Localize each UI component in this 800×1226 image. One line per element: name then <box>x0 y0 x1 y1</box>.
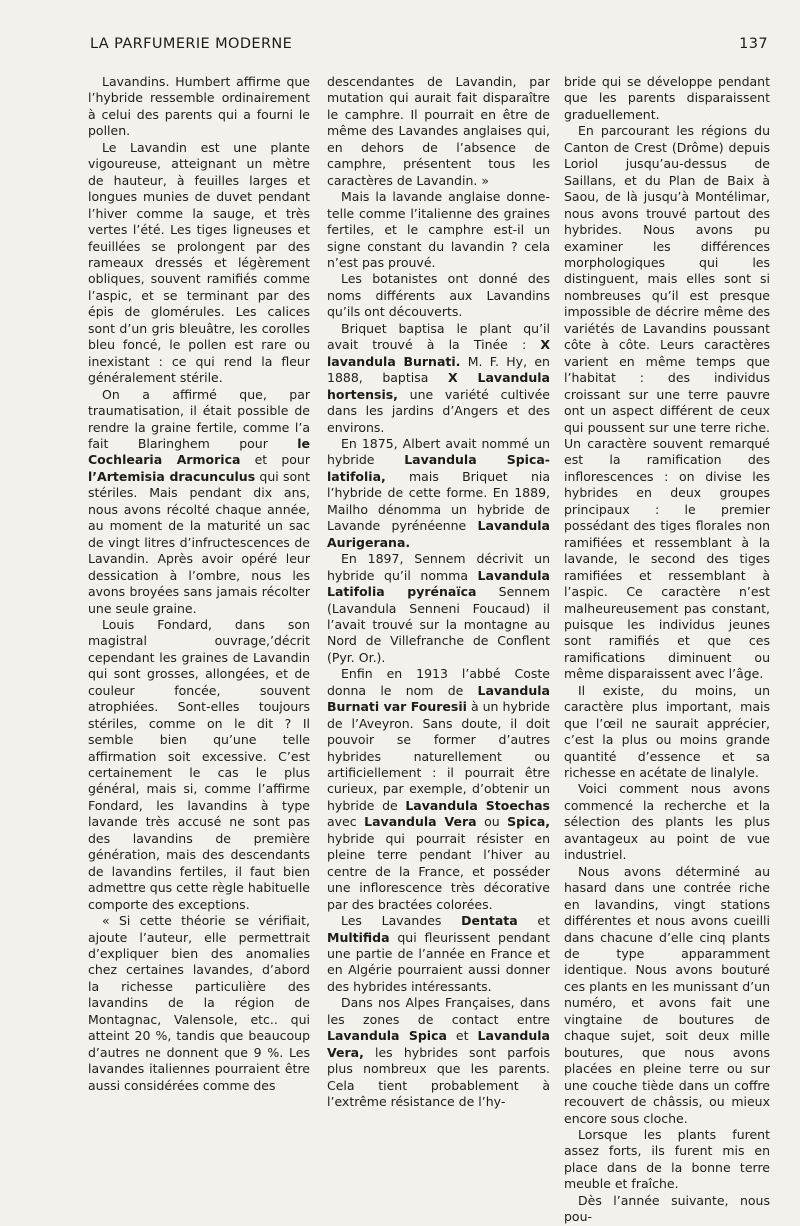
bold-term: Lavandula Vera, <box>327 1028 550 1060</box>
text-run: Briquet baptisa le plant qu’il avait trouvé à la Tinée : <box>327 320 550 353</box>
paragraph <box>564 123 770 682</box>
paragraph <box>327 913 550 995</box>
paragraph <box>564 781 770 863</box>
running-header <box>90 36 768 52</box>
text-run: une variété cultivée dans les jardins d’Angers et des environs. <box>327 386 550 435</box>
bold-term: X lavandula Burnati. <box>327 337 550 369</box>
paragraph <box>564 74 770 123</box>
bold-term: Lavandula Aurigerana. <box>327 518 550 550</box>
bold-term: Spica, <box>507 814 551 830</box>
paragraph <box>564 864 770 1127</box>
text-run: Lavandins. Humbert affirme que l’hybride ressemble ordinairement à celui des parents qui a fourni le pollen. <box>88 74 310 139</box>
text-run: hybride qui pourrait résister en pleine terre pendant l’hiver au centre de la France, et posséder une inflorescence très décorative par des bractées colorées. <box>327 830 550 912</box>
paragraph <box>327 74 550 189</box>
text-column-2 <box>327 74 550 1226</box>
text-column-1 <box>88 74 310 1226</box>
text-column-3 <box>564 74 770 1226</box>
text-run: Mais la lavande anglaise donne-telle comme l’italienne des graines fertiles, et le camphre est-il un signe constant du lavandin ? cela n’est pas prouvé. <box>327 189 550 270</box>
text-run: M. F. Hy, en 1888, baptisa <box>327 353 550 386</box>
text-run: « Si cette théorie se vérifiait, ajoute l’auteur, elle permettrait d’expliquer bien des anomalies chez certaines lavandes, d’abord la richesse particulière des lavandins de la région de Montagnac, Valensole, etc.. qui atteint 20 %, tandis que beaucoup d’autres ne donnent que 9 %. Les lavandes italiennes pourraient être aussi considérées comme des <box>88 913 310 1093</box>
text-run: Il existe, du moins, un caractère plus important, mais que l’œil ne saurait apprécier, c’est la plus ou moins grande quantité d’essence et sa richesse en acétate de linalyle. <box>564 682 770 781</box>
paragraph <box>327 995 550 1110</box>
bold-term: Lavandula Spica <box>327 1028 447 1044</box>
text-run: à un hybride de l’Aveyron. Sans doute, il doit pouvoir se former d’autres hybrides naturellement ou artificiellement : il pourrait être curieux, par exemple, d’obtenir un hybride de <box>327 699 550 813</box>
text-run: Sennem (Lavandula Senneni Foucaud) il l’avait trouvé sur la montagne au Nord de Villefranche de Conflent (Pyr. Or.). <box>327 584 550 665</box>
paragraph <box>327 321 550 436</box>
text-run: Dans nos Alpes Françaises, dans les zones de contact entre <box>327 995 550 1027</box>
text-columns <box>88 74 770 1226</box>
paragraph <box>564 1127 770 1193</box>
paragraph <box>327 271 550 320</box>
text-run: On a affirmé que, par traumatisation, il était possible de rendre la graine fertile, comme l’a fait Blaringhem pour <box>88 386 310 451</box>
paragraph <box>88 617 310 913</box>
text-run: Voici comment nous avons commencé la recherche et la sélection des plants les plus avantageux au point de vue industriel. <box>564 781 770 863</box>
text-run: et <box>446 1028 478 1044</box>
text-run: les hybrides sont parfois plus nombreux que les parents. Cela tient probablement à l’extrême résistance de l’hy- <box>327 1044 550 1110</box>
text-run: En 1875, Albert avait nommé un hybride <box>327 435 550 468</box>
paragraph <box>327 189 550 271</box>
paragraph <box>88 140 310 387</box>
text-run: avec <box>327 814 365 830</box>
text-run: ou <box>476 814 508 830</box>
paragraph <box>564 683 770 782</box>
bold-term: Multifida <box>327 929 390 945</box>
paragraph <box>327 436 550 551</box>
text-run: qui sont stériles. Mais pendant dix ans, nous avons récolté chaque année, au moment de la maturité un sac de vingt litres d’infructescences de Lavandin. Après avoir opéré leur dessication à l’ombre, nous les avons broyées sans jamais récolter une seule graine. <box>88 468 310 616</box>
text-run: bride qui se développe pendant que les parents disparaissent graduellement. <box>564 74 770 122</box>
text-run: Nous avons déterminé au hasard dans une contrée riche en lavandins, vingt stations différentes et nous avons cueilli dans chacune d’elle cinq plants de type apparamment identique. Nous avons bouturé ces plants en les munissant d’un numéro, et avons fait une vingtaine de boutures de chaque sujet, soit deux mille boutures, que nous avons placées en pleine terre ou sur une couche tiède dans un coffre recouvert de châssis, ou mieux encore sous cloche. <box>564 863 770 1126</box>
paragraph <box>327 551 550 666</box>
paragraph <box>564 1193 770 1226</box>
text-run: Dès l’année suivante, nous pou- <box>564 1192 770 1225</box>
text-run: Louis Fondard, dans son magistral ouvrage,’décrit cependant les graines de Lavandin qui sont grosses, allongées, et de couleur foncée, souvent atrophiées. Sont-elles toujours stériles, comme on le dit ? Il semble bien qu’une telle affirmation soit excessive. C’est certainement le cas le plus général, mais si, comme l’affirme Fondard, les lavandins à type lavande très accusé ne sont pas des lavandins de première génération, mais des descendants de lavandins fertiles, il faut bien admettre qus cette règle habituelle comporte des exceptions. <box>88 616 310 912</box>
paragraph <box>88 74 310 140</box>
bold-term: le Cochlearia Armorica <box>88 435 310 468</box>
text-run: Enfin en 1913 l’abbé Coste donna le nom de <box>327 666 550 698</box>
text-run: En parcourant les régions du Canton de Crest (Drôme) depuis Loriol jusqu’au-dessus de Saillans, et du Plan de Baix à Saou, de là jusqu’à Montélimar, nous avons trouvé partout des hybrides. Nous avons pu examiner les différences morphologiques qui les distinguent, mais elles sont si nombreuses qu’il est presque impossible de décrire même des variétés de Lavandins poussant côte à côte. Leurs caractères varient en même temps que l’habitat : des individus croissant sur une terre pauvre ont un aspect différent de ceux qui poussent sur une terre riche. Un caractère souvent remarqué est la ramification des inflorescences : on divise les hybrides en deux groupes principaux : le premier possédant des tiges florales non ramifiées et ressemblant à la lavande, le second des tiges ramifiées et ressemblant à l’aspic. Ce caractère n’est malheureusement pas constant, puisque les individus jeunes sont ramifiés et que ces ramifications diminuent ou même disparaissent avec l’âge. <box>564 123 770 682</box>
bold-term: Lavandula Vera <box>364 814 477 830</box>
text-run: descendantes de Lavandin, par mutation qui aurait fait disparaître le camphre. Il pourrait en être de même des Lavandes anglaises qui, en dehors de l’absence de camphre, présentent tous les caractères de Lavandin. » <box>327 74 550 188</box>
paragraph <box>88 387 310 617</box>
text-run: Le Lavandin est une plante vigoureuse, atteignant un mètre de hauteur, à feuilles larges et longues munies de duvet pendant l’hiver comme la sauge, et très vertes l’été. Les tiges ligneuses et feuillées se prolongent par des rameaux dressés et légèrement obliques, souvent ramifiés comme l’aspic, et se terminant par des épis de glomérules. Les calices sont d’un gris bleuâtre, les corolles bleu foncé, le pollen est rare ou inexistant : ce qui rend la fleur généralement stérile. <box>88 139 310 386</box>
bold-term: Lavandula Stoechas <box>405 797 550 813</box>
text-run: et pour <box>240 452 310 468</box>
bold-term: Lavandula Latifolia pyrénaïca <box>327 567 550 600</box>
bold-term: l’Artemisia dracunculus <box>88 468 256 484</box>
text-run: mais Briquet nia l’hybride de cette forme. En 1889, Mailho dénomma un hybride de Lavande pyrénéenne <box>327 468 550 534</box>
bold-term: Lavandula Burnati var Fouresii <box>327 682 550 715</box>
bold-term: Dentata <box>461 913 518 929</box>
text-run: En 1897, Sennem décrivit un hybride qu’il nomma <box>327 551 550 583</box>
paragraph <box>327 666 550 913</box>
text-run: Les botanistes ont donné des noms différents aux Lavandins qu’ils ont découverts. <box>327 271 550 320</box>
bold-term: X Lavandula hortensis, <box>327 370 550 402</box>
bold-term: Lavandula Spica-latifolia, <box>327 452 550 484</box>
page-number: 137 <box>739 36 768 52</box>
paragraph <box>88 913 310 1094</box>
running-title: LA PARFUMERIE MODERNE <box>90 36 293 52</box>
text-run: Lorsque les plants furent assez forts, ils furent mis en place dans de la bonne terre meuble et fraîche. <box>564 1127 770 1192</box>
text-run: Les Lavandes <box>341 913 462 929</box>
text-run: qui fleurissent pendant une partie de l’année en France et en Algérie pourraient aussi donner des hybrides intéressants. <box>327 929 550 994</box>
text-run: et <box>517 913 550 929</box>
